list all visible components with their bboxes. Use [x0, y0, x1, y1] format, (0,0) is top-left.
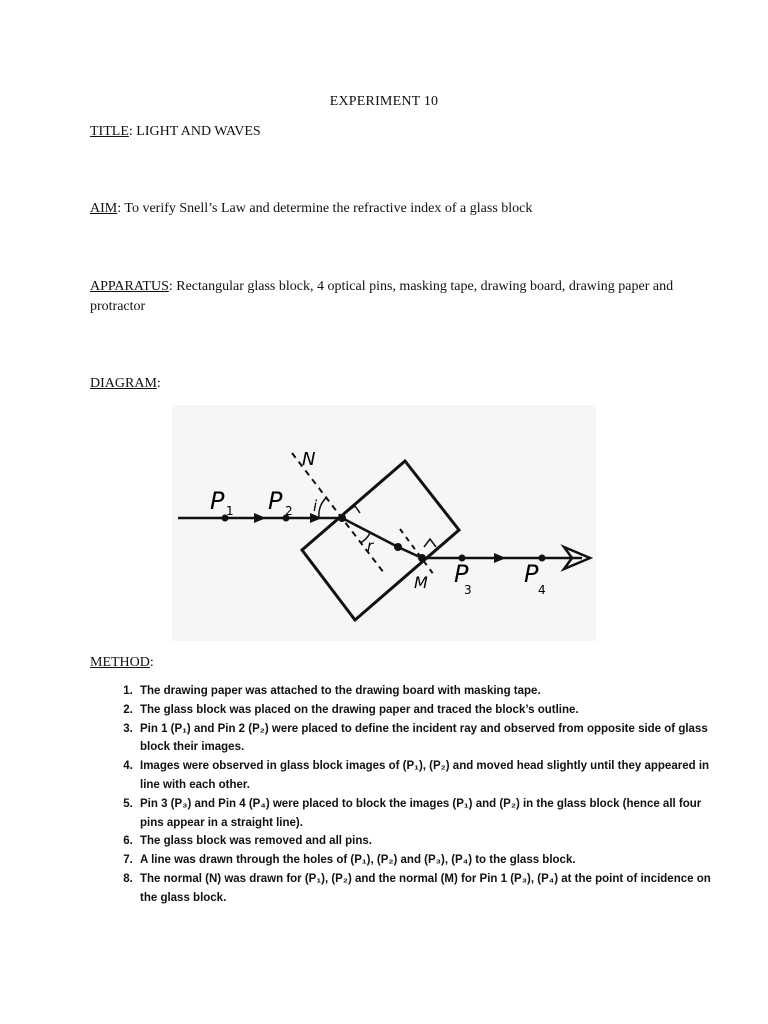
angle-r-label: r	[367, 537, 374, 555]
p4-label: P	[524, 560, 539, 588]
title-label: TITLE	[90, 124, 129, 139]
p3-label: P	[454, 560, 469, 588]
normal-m-label: M	[414, 573, 428, 592]
incident-arrow-1	[254, 513, 266, 523]
apparatus-value: Rectangular glass block, 4 optical pins, masking tape, drawing board, drawing paper and protractor	[90, 279, 674, 314]
diagram-row: DIAGRAM:	[90, 376, 161, 391]
p1-sub: 1	[226, 504, 234, 518]
aim-row: AIM: To verify Snell’s Law and determine the refractive index of a glass block	[90, 201, 533, 216]
angle-i-arc	[319, 497, 327, 518]
method-step: 1. The drawing paper was attached to the drawing board with masking tape.	[136, 682, 726, 701]
right-angle-mark-2	[424, 539, 436, 547]
p2-sub: 2	[285, 504, 293, 518]
apparatus-label: APPARATUS	[90, 279, 169, 294]
glass-block-outline	[302, 461, 459, 620]
aim-label: AIM	[90, 201, 118, 216]
diagram-label: DIAGRAM	[90, 376, 157, 391]
method-row: METHOD:	[90, 655, 154, 670]
refracted-point	[394, 543, 402, 551]
method-list	[98, 682, 726, 908]
refraction-diagram	[172, 405, 596, 641]
p4-sub: 4	[538, 583, 546, 597]
emergence-point	[418, 554, 426, 562]
p1-label: P	[210, 487, 225, 515]
method-step: 3. Pin 1 (P₁) and Pin 2 (P₂) were placed to define the incident ray and observed from opposite side of glass block their images.	[136, 720, 726, 758]
method-step: 5. Pin 3 (P₃) and Pin 4 (P₄) were placed to block the images (P₁) and (P₂) in the glass block (hence all four pins appear in a straight line).	[136, 795, 726, 833]
experiment-heading: EXPERIMENT 10	[329, 94, 439, 109]
incidence-point	[338, 514, 346, 522]
method-step: 2. The glass block was placed on the drawing paper and traced the block’s outline.	[136, 701, 726, 720]
apparatus-row: APPARATUS: Rectangular glass block, 4 optical pins, masking tape, drawing board, drawing paper and protractor	[90, 279, 674, 314]
emergent-arrow-1	[494, 553, 506, 563]
method-step: 8. The normal (N) was drawn for (P₁), (P₂) and the normal (M) for Pin 1 (P₃), (P₄) at the point of incidence on the glass block.	[136, 870, 726, 908]
method-step: 6. The glass block was removed and all pins.	[136, 832, 726, 851]
normal-n-label: N	[302, 449, 316, 470]
p3-sub: 3	[464, 583, 472, 597]
method-step: 7. A line was drawn through the holes of (P₁), (P₂) and (P₃), (P₄) to the glass block.	[136, 851, 726, 870]
title-row: TITLE: LIGHT AND WAVES	[90, 124, 261, 139]
method-step: 4. Images were observed in glass block images of (P₁), (P₂) and moved head slightly until they appeared in line with each other.	[136, 757, 726, 795]
refraction-diagram-svg	[172, 405, 596, 641]
angle-i-label: i	[313, 497, 318, 515]
aim-value: To verify Snell’s Law and determine the refractive index of a glass block	[124, 201, 533, 216]
p2-label: P	[268, 487, 283, 515]
title-value: LIGHT AND WAVES	[136, 124, 261, 139]
pin-p4	[539, 555, 546, 562]
method-label: METHOD	[90, 655, 150, 670]
